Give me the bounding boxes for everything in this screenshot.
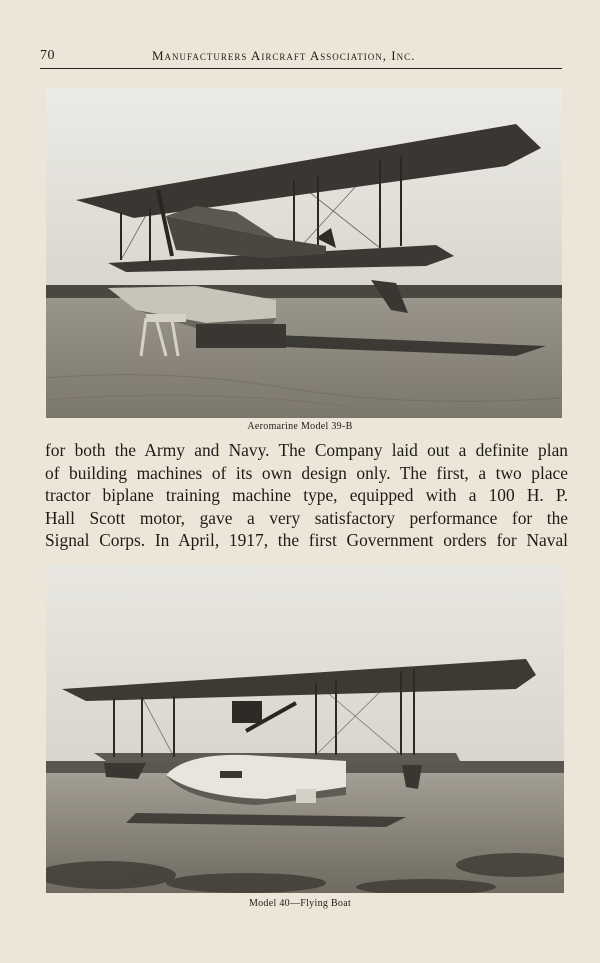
body-line-1: for both the Army and Navy. The Company laid out a definite plan <box>45 440 568 460</box>
figure-caption-2: Model 40—Flying Boat <box>248 898 352 909</box>
body-paragraph <box>45 439 568 552</box>
model-40-flying-boat-image <box>46 565 564 893</box>
figure-caption-1: Aeromarine Model 39-B <box>247 421 353 432</box>
aeromarine-39b-image <box>46 88 562 418</box>
page-header <box>40 46 562 69</box>
running-head: Manufacturers Aircraft Association, Inc. <box>152 48 416 63</box>
body-line-5: Signal Corps. In April, 1917, the first Government orders for Naval <box>45 530 568 550</box>
body-line-4: Hall Scott motor, gave a very satisfactory performance for the <box>45 507 568 528</box>
body-line-3: tractor biplane training machine type, equipped with a 100 H. P. <box>45 485 568 505</box>
body-line-2: of building machines of its own design only. The first, a two place <box>45 462 568 483</box>
aeromarine-39b-photo <box>46 88 562 418</box>
model-40-flying-boat-photo <box>46 565 564 893</box>
page-number: 70 <box>40 48 55 63</box>
